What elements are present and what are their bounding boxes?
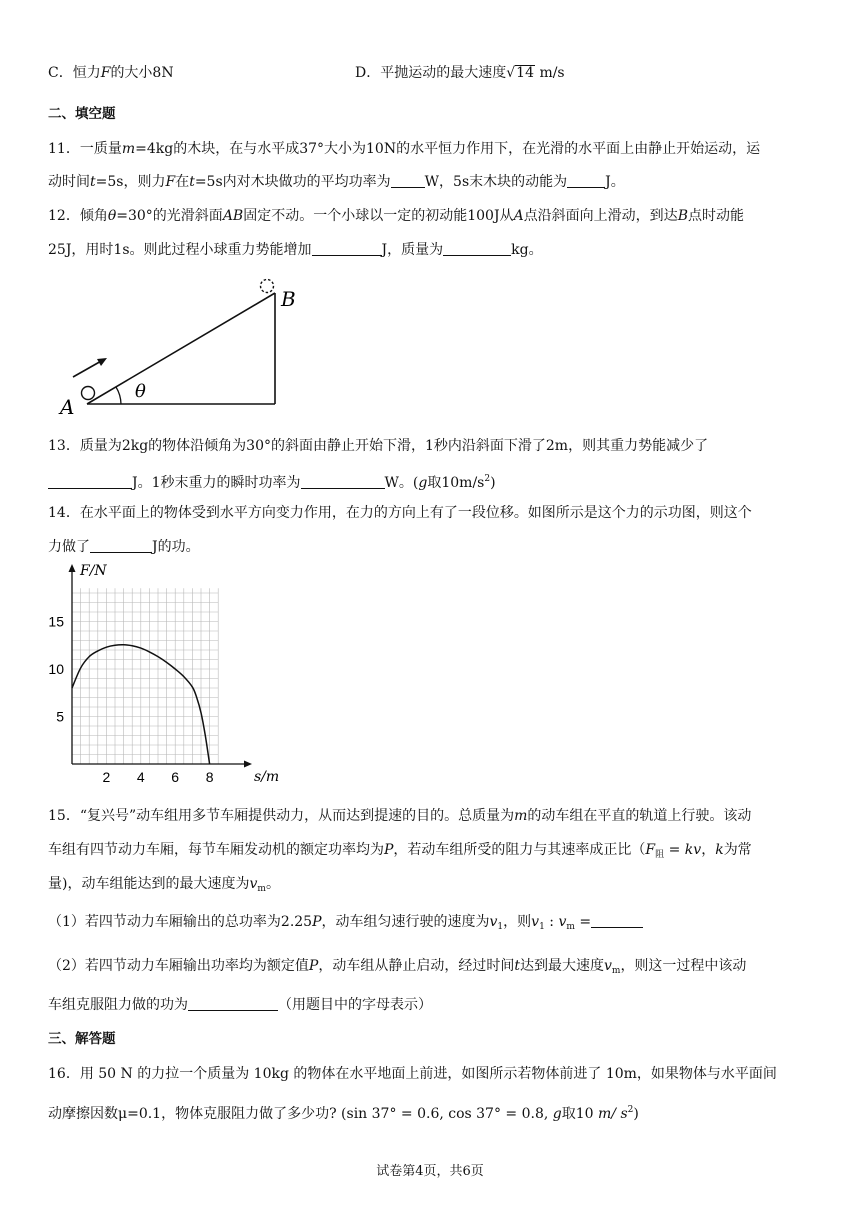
y-tick-label: 10 (48, 661, 64, 677)
label-theta: θ (135, 381, 146, 402)
q15-line1: 15．“复兴号”动车组用多节车厢提供动力，从而达到提速的目的。总质量为m的动车组在平直的轨道上行驶。该动 (48, 808, 752, 824)
chart-grid (72, 588, 218, 764)
q15-part2-line2: 车组克服阻力做的功为 （用题目中的字母表示） (48, 997, 432, 1013)
q15-part1: （1）若四节动力车厢输出的总功率为2.25P，动车组匀速行驶的速度为$v_1$，则$v_1$ : $v_m$ = (48, 912, 643, 937)
answer-blank[interactable] (391, 173, 425, 188)
y-tick-label: 5 (56, 708, 64, 725)
x-axis-label: s/m (254, 769, 280, 784)
section-solve-header: 三、解答题 (48, 1031, 116, 1047)
x-tick-label: 2 (102, 769, 111, 784)
page-footer: 试卷第4页，共6页 (376, 1164, 484, 1179)
section-fill-header: 二、填空题 (48, 106, 116, 122)
chart-axes (69, 564, 253, 768)
label-A: A (60, 395, 75, 418)
x-axis-arrow-icon (244, 761, 252, 768)
q15-line3: 量)，动车组能达到的最大速度为$v_m$。 (48, 876, 280, 894)
q13-line2: J。1秒末重力的瞬时功率为 W。(g取$10m/s^2$) (48, 469, 496, 493)
answer-blank[interactable] (567, 173, 605, 188)
q11-line2: 动时间t=5s，则力F在t=5s内对木块做功的平均功率为 W，5s末木块的动能为 J。 (48, 174, 625, 190)
answer-blank[interactable] (188, 996, 278, 1011)
x-tick-label: 4 (136, 769, 145, 784)
answer-blank[interactable] (312, 241, 382, 256)
option-c: C．恒力F的大小8N (48, 65, 174, 81)
q15-part2: （2）若四节动力车厢输出功率均为额定值P，动车组从静止启动，经过时间t达到最大速度$v_m$，则这一过程中该动 (48, 958, 747, 976)
answer-blank[interactable] (48, 474, 132, 489)
ball-icon (82, 387, 95, 400)
y-tick-label: 15 (48, 613, 64, 630)
q14-line2: 力做了 J的功。 (48, 539, 200, 555)
answer-blank[interactable] (591, 913, 643, 928)
y-axis-arrow-icon (69, 564, 76, 572)
label-B: B (281, 287, 296, 311)
q16-line1: 16．用 50 N 的力拉一个质量为 10kg 的物体在水平地面上前进，如图所示若物体前进了 10m，如果物体与水平面间 (48, 1066, 777, 1082)
answer-blank[interactable] (90, 538, 152, 553)
q14-line1: 14．在水平面上的物体受到水平方向变力作用，在力的方向上有了一段位移。如图所示是这个力的示功图，则这个 (48, 505, 752, 521)
chart-ticks (48, 614, 213, 785)
force-displacement-chart (40, 562, 290, 784)
incline-figure (55, 276, 315, 418)
q12-line2: 25J，用时1s。则此过程小球重力势能增加 J，质量为 kg。 (48, 242, 543, 258)
q11-line1: 11．一质量m=4kg的木块，在与水平成37°大小为10N的水平恒力作用下，在光滑的水平面上由静止开始运动，运 (48, 141, 761, 157)
angle-arc (116, 387, 121, 404)
ball-end-icon (261, 280, 274, 293)
q12-line1: 12．倾角θ=30°的光滑斜面AB固定不动。一个小球以一定的初动能100J从A点沿斜面向上滑动，到达B点时动能 (48, 208, 744, 224)
incline-slope (87, 293, 275, 404)
velocity-arrow-icon (73, 360, 103, 377)
answer-blank[interactable] (301, 474, 385, 489)
q15-line2: 车组有四节动力车厢，每节车厢发动机的额定功率均为P，若动车组所受的阻力与其速率成正比（$F_阻$ = kv，k为常 (48, 842, 752, 860)
answer-blank[interactable] (443, 241, 511, 256)
x-tick-label: 8 (205, 769, 214, 784)
q16-line2: 动摩擦因数μ=0.1，物体克服阻力做了多少功? (sin 37° = 0.6, cos 37° = 0.8, g取10 m/ $s^2$) (48, 1105, 639, 1122)
y-axis-label: F/N (80, 563, 107, 579)
q13-line1: 13．质量为2kg的物体沿倾角为30°的斜面由静止开始下滑，1秒内沿斜面下滑了2m，则其重力势能减少了 (48, 438, 709, 454)
option-d: D．平抛运动的最大速度√14 m/s (355, 65, 565, 81)
x-tick-label: 6 (171, 769, 180, 784)
sqrt-sign-icon: √ (506, 65, 516, 81)
